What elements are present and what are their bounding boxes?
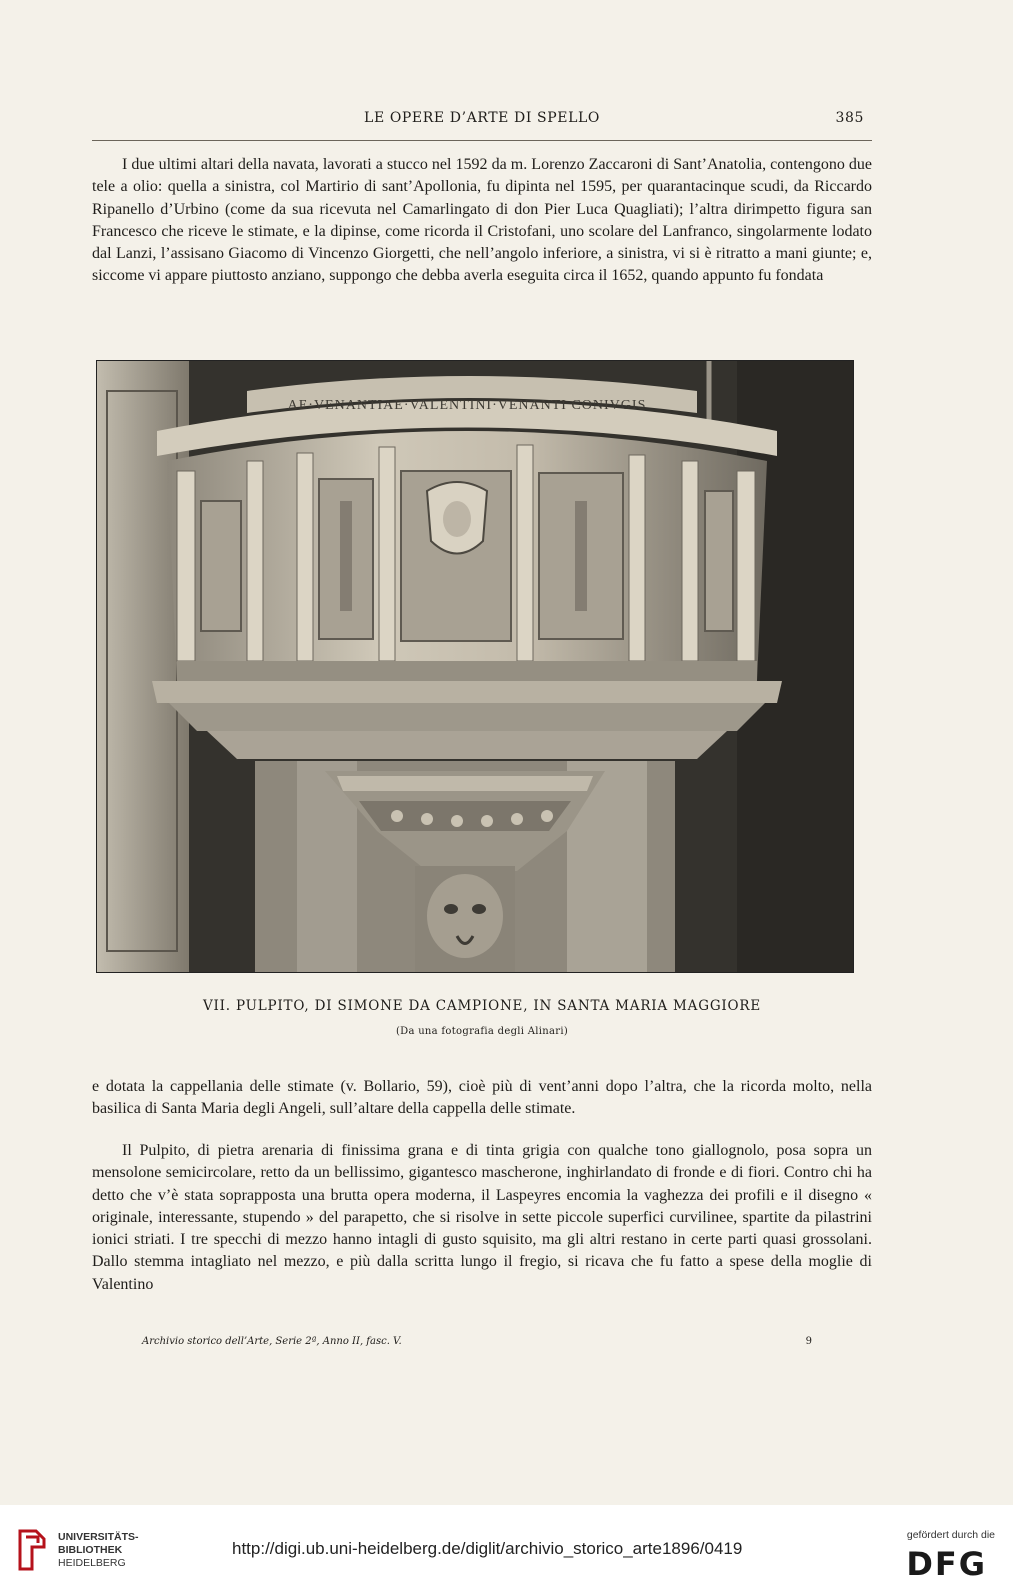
library-line-2: BIBLIOTHEK xyxy=(58,1544,123,1556)
library-name[interactable] xyxy=(58,1531,139,1570)
running-head xyxy=(92,110,872,130)
pulpit-illustration xyxy=(97,361,853,972)
frieze-inscription: AE·VENANTIAE·VALENTINI·VENANTI CONIVGIS xyxy=(287,398,647,413)
dfg-logo[interactable]: DFG xyxy=(906,1545,987,1583)
paragraph-cappellania: e dotata la cappellania delle stimate (v. Bollario, 59), cioè più di vent’anni dopo l’altra, che la ricorda molto, nella basilica di Santa Maria degli Angeli, sull’altare della cappella delle stimate. xyxy=(92,1078,872,1118)
figure-caption: VII. PULPITO, DI SIMONE DA CAMPIONE, IN SANTA MARIA MAGGIORE xyxy=(202,998,762,1014)
ub-heidelberg-logo-icon[interactable] xyxy=(16,1527,48,1573)
signature-mark: 9 xyxy=(805,1336,812,1347)
permalink-url[interactable]: http://digi.ub.uni-heidelberg.de/diglit/archivio_storico_arte1896/0419 xyxy=(232,1539,743,1558)
journal-citation: Archivio storico dell’Arte, Serie 2ª, Anno II, fasc. V. xyxy=(142,1336,402,1347)
digitization-bar xyxy=(0,1505,1013,1591)
pulpit-photograph xyxy=(96,360,854,973)
library-line-3: HEIDELBERG xyxy=(58,1557,126,1569)
header-rule xyxy=(92,140,872,141)
library-line-1: UNIVERSITÄTS- xyxy=(58,1531,139,1543)
paragraph-pulpito: Il Pulpito, di pietra arenaria di finissima grana e di tinta grigia con qualche tono giallognolo, posa sopra un mensolone semicircolare, retto da un bellissimo, gigantesco mascherone, inghirlandato di fronde e di fiori. Contro chi ha detto che v’è stata soprapposta una brutta opera moderna, il Laspeyres encomia la vaghezza dei profili e il disegno « originale, interessante, stupendo » del parapetto, che si risolve in sette piccole superfici curvilinee, spartite da pilastrini ionici striati. I tre specchi di mezzo hanno intagli di gusto squisito, ma gli altri restano in certe parti quasi grossolani. Dallo stemma intagliato nel mezzo, e più dalla scritta lungo il fregio, si ricava che fu fatto a spese della moglie di Valentino xyxy=(92,1142,872,1293)
page-footer xyxy=(92,1336,872,1352)
funding-label: gefördert durch die xyxy=(906,1529,995,1541)
running-title: LE OPERE D’ARTE DI SPELLO xyxy=(364,110,600,126)
paragraph-altari: I due ultimi altari della navata, lavorati a stucco nel 1592 da m. Lorenzo Zaccaroni di Sant’Anatolia, contengono due tele a olio: quella a sinistra, col Martirio di sant’Apollonia, fu dipinta nel 1595, per quarantacinque scudi, da Riccardo Ripanello d’Urbino (come da sua ricevuta nel Camarlingato di don Pier Luca Quagliati); l’altra dirimpetto figura san Francesco che riceve le stimate, e la dipinse, come ricorda il Cristofani, uno scolare del Lanfranco, singolarmente lodato dal Lanzi, l’assisano Giacomo di Vincenzo Giorgetti, che nell’angolo inferiore, a sinistra, vi si è ritratto a mani giunte; e, siccome vi appare piuttosto anziano, suppongo che debba averla eseguita circa il 1652, quando appunto fu fondata xyxy=(92,156,872,285)
page-number: 385 xyxy=(835,110,864,126)
figure-credit: (Da una fotografia degli Alinari) xyxy=(395,1026,569,1037)
